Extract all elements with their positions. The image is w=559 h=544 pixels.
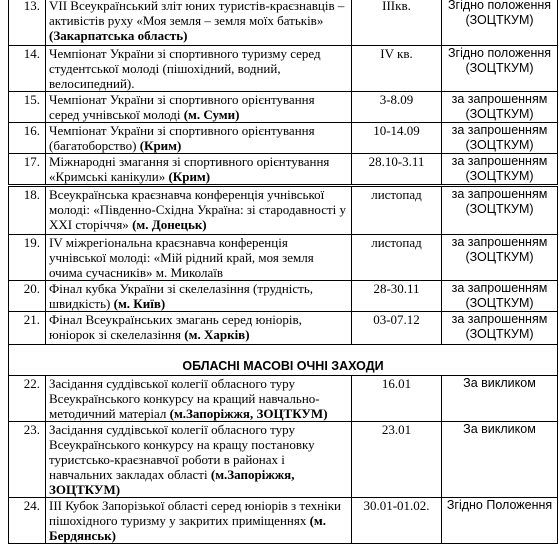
row-number: 17. — [9, 154, 46, 185]
row-number: 22. — [9, 376, 46, 422]
event-text: ІІІ Кубок Запорізької області серед юніорів з техніки пішохідного туризму у закритих приміщеннях — [49, 498, 342, 528]
row-number: 23. — [9, 422, 46, 498]
event-text: Фінал кубка України зі скелелазіння (трудність, швидкість) — [49, 281, 314, 311]
row-number: 14. — [9, 46, 46, 92]
event-description — [46, 376, 352, 422]
event-date: 16.01 — [352, 376, 442, 422]
table-row — [9, 498, 558, 544]
event-text: Чемпіонат України зі спортивного орієнтування серед учнівської молоді — [49, 92, 315, 122]
event-location: (Крим) — [168, 169, 211, 184]
table-row — [9, 312, 558, 345]
event-location: (м. Суми) — [183, 107, 240, 122]
event-text: Засідання суддівської колегії обласного туру Всеукраїнського конкурсу на кращу постановку туристсько-краєзнавчої роботи в районах і навчальних закладах області — [49, 422, 315, 482]
row-number: 24. — [9, 498, 46, 544]
event-note: за запрошенням (ЗОЦТКУМ) — [442, 187, 558, 235]
event-date: IV кв. — [352, 46, 442, 92]
event-location: (м. Київ) — [113, 296, 166, 311]
event-text: VII Всеукраїнський зліт юних туристів-краєзнавців – активістів руху «Моя земля – земля моїх батьків» — [49, 0, 345, 28]
event-text: Всеукраїнська краєзнавча конференція учнівської молоді: «Південно-Східна Україна: зі стародавності у ХХІ сторіччя» — [49, 187, 347, 232]
event-text: Фінал Всеукраїнських змагань серед юніорів, юніорок зі скелелазіння — [49, 312, 302, 342]
event-note: Згідно Положення — [442, 498, 558, 544]
event-note: за запрошенням (ЗОЦТКУМ) — [442, 92, 558, 123]
table-row — [9, 281, 558, 312]
event-date: 23.01 — [352, 422, 442, 498]
event-date: 03-07.12 — [352, 312, 442, 345]
table-row — [9, 376, 558, 422]
event-note: За викликом — [442, 376, 558, 422]
event-date: 3-8.09 — [352, 92, 442, 123]
event-note: За викликом — [442, 422, 558, 498]
section-title: ОБЛАСНІ МАСОВІ ОЧНІ ЗАХОДИ — [9, 345, 558, 376]
event-description — [46, 498, 352, 544]
row-number: 20. — [9, 281, 46, 312]
event-date: 30.01-01.02. — [352, 498, 442, 544]
event-note: за запрошенням (ЗОЦТКУМ) — [442, 154, 558, 185]
section-heading-row — [9, 345, 558, 376]
row-number: 15. — [9, 92, 46, 123]
event-location: (м.Запоріжжя, ЗОЦТКУМ) — [169, 406, 328, 421]
event-note: за запрошенням (ЗОЦТКУМ) — [442, 281, 558, 312]
event-note: Згідно положення (ЗОЦТКУМ) — [442, 0, 558, 46]
event-text: Міжнародні змагання зі спортивного орієнтування «Кримські канікули» — [49, 154, 330, 184]
event-description — [46, 187, 352, 235]
event-text: Чемпіонат України зі спортивного орієнтування (багатоборство) — [49, 123, 315, 153]
event-location: (м.Запоріжжя, ЗОЦТКУМ) — [49, 467, 295, 497]
event-description — [46, 0, 352, 46]
event-date: листопад — [352, 235, 442, 281]
event-description — [46, 422, 352, 498]
table-row — [9, 154, 558, 185]
table-row — [9, 123, 558, 154]
table-row — [9, 0, 558, 46]
event-date: 28-30.11 — [352, 281, 442, 312]
events-table-top — [8, 0, 558, 185]
event-description — [46, 235, 352, 281]
event-note: за запрошенням (ЗОЦТКУМ) — [442, 235, 558, 281]
events-table-bottom — [8, 186, 558, 544]
event-date: 28.10-3.11 — [352, 154, 442, 185]
table-row — [9, 46, 558, 92]
table-row — [9, 187, 558, 235]
row-number: 18. — [9, 187, 46, 235]
table-row — [9, 422, 558, 498]
event-description — [46, 92, 352, 123]
event-location: (Крим) — [139, 138, 182, 153]
event-location: (Закарпатська область) — [49, 28, 188, 43]
event-date: листопад — [352, 187, 442, 235]
event-description — [46, 281, 352, 312]
event-note: Згідно положення (ЗОЦТКУМ) — [442, 46, 558, 92]
event-text: Засідання суддівської колегії обласного туру Всеукраїнського конкурсу на кращий навчально-методичний матеріал — [49, 376, 320, 421]
event-location: (м. Бердянськ) — [49, 513, 327, 543]
event-text: ІV міжрегіональна краєзнавча конференція учнівської молоді: «Мій рідний край, моя земля очима сучасників» м. Миколаїв — [49, 235, 314, 280]
table-row — [9, 92, 558, 123]
row-number: 16. — [9, 123, 46, 154]
event-text: Чемпіонат України зі спортивного туризму серед студентської молоді (пішохідний, водний, велосипедний). — [49, 46, 321, 91]
event-date: 10-14.09 — [352, 123, 442, 154]
event-description — [46, 123, 352, 154]
row-number: 19. — [9, 235, 46, 281]
row-number: 13. — [9, 0, 46, 46]
row-number: 21. — [9, 312, 46, 345]
event-note: за запрошенням (ЗОЦТКУМ) — [442, 123, 558, 154]
event-location: (м. Донецьк) — [132, 217, 207, 232]
table-row — [9, 235, 558, 281]
event-description — [46, 46, 352, 92]
event-date: ІІІкв. — [352, 0, 442, 46]
event-note: за запрошенням (ЗОЦТКУМ) — [442, 312, 558, 345]
event-description — [46, 312, 352, 345]
event-description — [46, 154, 352, 185]
event-location: (м. Харків) — [184, 327, 250, 342]
